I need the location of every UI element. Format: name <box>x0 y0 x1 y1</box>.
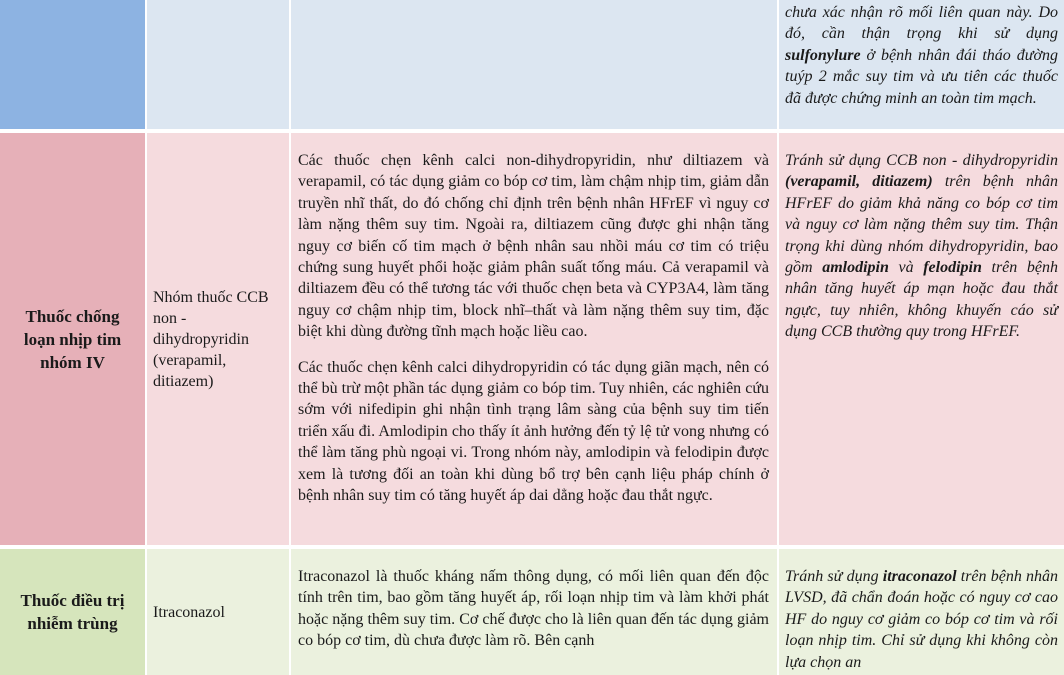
recommendation-text <box>785 566 1058 673</box>
group-label: Thuốc chống loạn nhịp tim nhóm IV <box>23 306 122 372</box>
text-segment: trên bệnh nhân LVSD, đã chẩn đoán hoặc có nguy cơ cao HF do nguy cơ giảm co bóp cơ tim và rối loạn nhịp tim. Chỉ sử dụng khi không còn lựa chọn an <box>785 568 1058 671</box>
drug-cell <box>147 549 289 675</box>
text-segment: trên bệnh nhân tăng huyết áp mạn hoặc đau thắt ngực, tuy nhiên, không khuyến cáo sử dụng CCB thường quy trong HFrEF. <box>785 259 1059 341</box>
drug-cell <box>147 133 289 545</box>
text-segment: Tránh sử dụng CCB non - dihydropyridin <box>785 152 1058 169</box>
group-cell <box>0 549 145 675</box>
group-cell <box>0 0 145 129</box>
mechanism-cell <box>291 133 777 545</box>
mechanism-cell <box>291 0 777 129</box>
mechanism-paragraph: Các thuốc chẹn kênh calci non-dihydropyridin, như diltiazem và verapamil, có tác dụng giảm co bóp cơ tim, làm chậm nhịp tim, giảm dẫn truyền nhĩ thất, do đó chống chỉ định trên bệnh nhân HFrEF vì nguy cơ làm nặng thêm suy tim. Ngoài ra, diltiazem cũng được ghi nhận tăng nguy cơ biến cố tim mạch ở bệnh nhân sau nhồi máu cơ tim có triệu chứng sung huyết phổi hoặc giảm phân suất tống máu. Cả verapamil và diltiazem đều có thể tương tác với thuốc chẹn beta và CYP3A4, làm tăng nguy cơ chậm nhịp tim, block nhĩ–thất và làm nặng thêm suy tim, đặc biệt khi dùng đường tĩnh mạch hoặc liều cao. <box>298 152 769 341</box>
recommendation-cell <box>779 0 1064 129</box>
table-row <box>0 0 1064 129</box>
group-label: Thuốc điều trị nhiễm trùng <box>20 591 125 633</box>
emphasized-drug-name: felodipin <box>923 259 982 277</box>
text-segment: Tránh sử dụng <box>785 568 883 585</box>
mechanism-cell <box>291 549 777 675</box>
text-segment: chưa xác nhận rõ mối liên quan này. Do đó, cần thận trọng khi sử dụng <box>785 4 1058 43</box>
drug-cell <box>147 0 289 129</box>
text-segment: và <box>888 259 924 277</box>
drug-label: Nhóm thuốc CCB non - dihydropyridin (verapamil, ditiazem) <box>153 288 269 390</box>
recommendation-cell <box>779 549 1064 675</box>
mechanism-paragraph: Các thuốc chẹn kênh calci dihydropyridin có tác dụng giãn mạch, nên có thể bù trừ một phần tác dụng giảm co bóp tim. Tuy nhiên, các nghiên cứu sớm với nifedipin ghi nhận tình trạng lâm sàng của bệnh suy tim tiến triển xấu đi. Amlodipin cho thấy ít ảnh hưởng đến tỷ lệ tử vong nhưng có thể làm tăng phù ngoại vi. Trong nhóm này, amlodipin và felodipin được xem là tương đối an toàn khi dùng bổ trợ bên cạnh liệu pháp chính ở bệnh nhân suy tim có tăng huyết áp dai dẳng hoặc đau thắt ngực. <box>298 358 769 505</box>
emphasized-drug-name: (verapamil, ditiazem) <box>785 173 933 191</box>
mechanism-paragraph: Itraconazol là thuốc kháng nấm thông dụng, có mối liên quan đến độc tính trên tim, bao gồm tăng huyết áp, rối loạn nhịp tim và làm khởi phát hoặc nặng thêm suy tim. Cơ chế được cho là liên quan đến tác dụng giảm co bóp cơ tim, dù chưa được làm rõ. Bên cạnh <box>298 568 769 650</box>
table-row <box>0 133 1064 545</box>
drug-label: Itraconazol <box>153 603 225 621</box>
recommendation-cell <box>779 133 1064 545</box>
emphasized-drug-name: itraconazol <box>882 568 957 585</box>
table-row <box>0 549 1064 675</box>
text-segment: trên bệnh nhân HFrEF do giảm khả năng co bóp cơ tim và nguy cơ làm nặng thêm suy tim. Thận trọng khi dùng nhóm dihydropyridin, bao gồm <box>785 173 1059 277</box>
text-segment: ở bệnh nhân đái tháo đường tuýp 2 mắc suy tim và ưu tiên các thuốc đã được chứng minh an toàn tim mạch. <box>785 46 1058 107</box>
emphasized-drug-name: sulfonylure <box>785 46 861 64</box>
recommendation-text <box>785 150 1058 343</box>
recommendation-text <box>785 2 1058 109</box>
group-cell <box>0 133 145 545</box>
emphasized-drug-name: amlodipin <box>822 259 889 277</box>
